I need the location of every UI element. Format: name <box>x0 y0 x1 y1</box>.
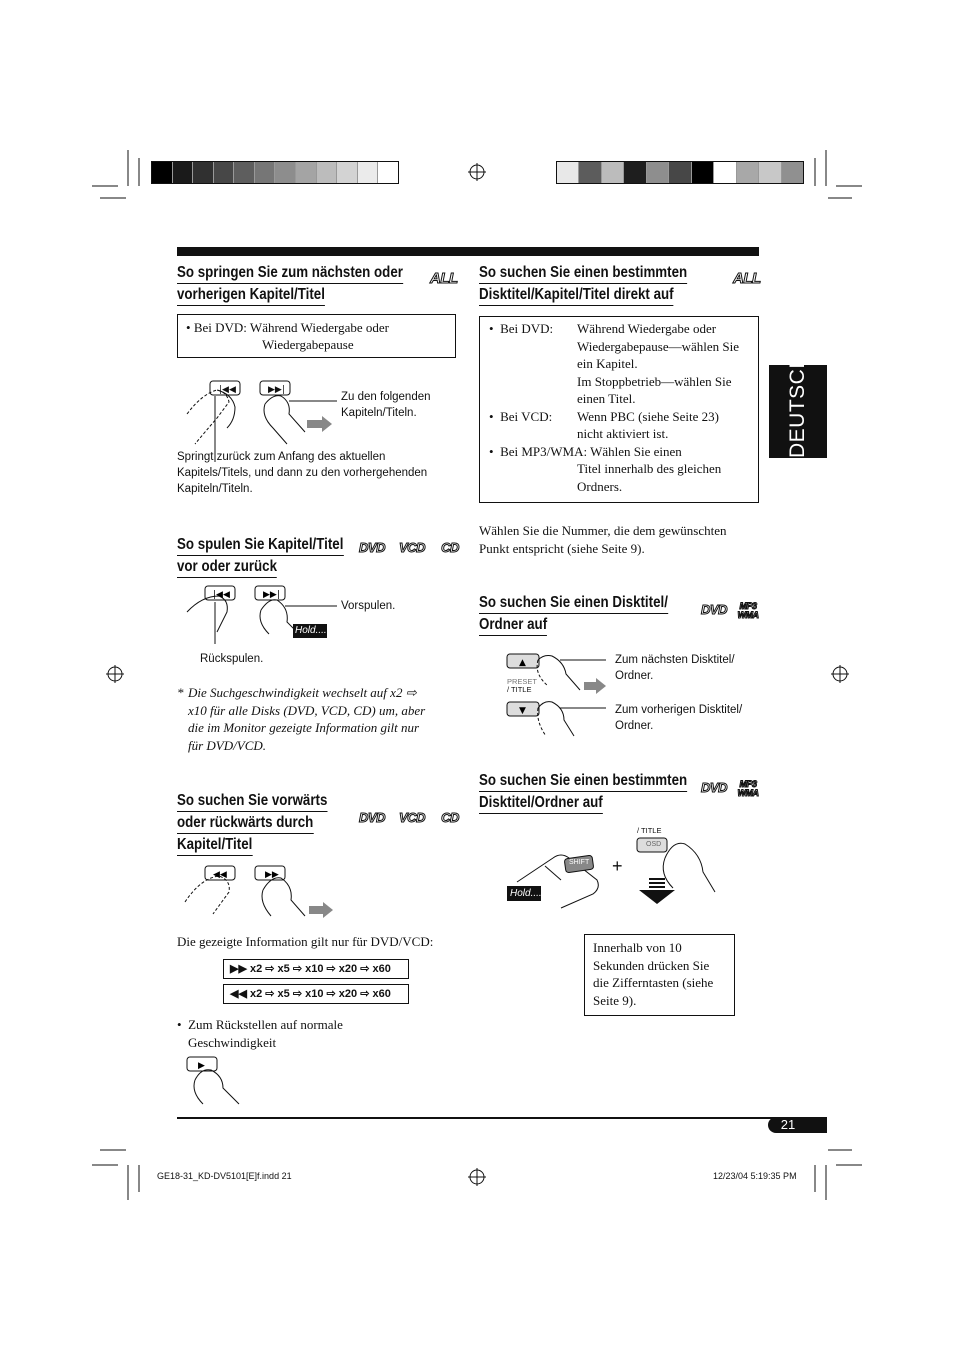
calibration-swatch <box>233 162 254 183</box>
calibration-swatch <box>557 162 578 183</box>
language-tab-label: DEUTSCH <box>786 352 809 458</box>
registration-mark-bottom <box>468 1168 486 1186</box>
condition-box-skip: • Bei DVD: Während Wiedergabe oder Wiedergabepause <box>177 314 456 358</box>
calibration-swatch <box>781 162 803 183</box>
specific-badges <box>701 780 761 798</box>
calibration-swatch <box>713 162 735 183</box>
next-caption: Zu den folgenden Kapiteln/Titeln. <box>341 391 431 419</box>
section-title-direct: So suchen Sie einen bestimmten Disktitel/Kapitel/Titel direkt auf <box>479 262 687 306</box>
preset-label: PRESET <box>507 677 538 686</box>
registration-mark-left <box>106 665 124 683</box>
rewind-icon: ◀◀ <box>213 870 227 880</box>
spool-buttons-illustration <box>177 582 347 652</box>
disc-buttons-illustration <box>500 650 615 746</box>
dvd-badge-icon: DVD <box>701 602 727 617</box>
calibration-swatch <box>578 162 600 183</box>
arrow-right-icon <box>307 416 332 432</box>
calibration-swatch <box>192 162 213 183</box>
registration-mark-top <box>468 163 486 181</box>
vcd-badge-icon: VCD <box>399 540 425 555</box>
speed-forward-row: ▶▶ x2 ⇨ x5 ⇨ x10 ⇨ x20 ⇨ x60 <box>223 959 409 979</box>
prev-caption: Springt zurück zum Anfang des aktuellen Kapitels/Titels, und dann zu den vorhergehenden Kapiteln/Titeln. <box>177 451 428 495</box>
next-icon: ▶▶| <box>263 590 280 600</box>
arrow-down-icon <box>639 890 675 904</box>
calibration-swatch <box>623 162 645 183</box>
page-number: 21 <box>780 1117 796 1132</box>
calibration-swatch <box>254 162 275 183</box>
calibration-swatch <box>172 162 193 183</box>
osd-label: OSD <box>646 841 662 848</box>
calibration-swatch <box>274 162 295 183</box>
section-title-disc: So suchen Sie einen Disktitel/ Ordner auf <box>479 592 668 636</box>
reset-note: • Zum Rückstellen auf normale Geschwindigkeit <box>177 1017 343 1050</box>
cd-badge-icon: CD <box>441 810 459 825</box>
cd-badge-icon: CD <box>441 540 459 555</box>
prev-icon: |◀◀ <box>219 385 236 395</box>
speed-reverse-row: ◀◀ x2 ⇨ x5 ⇨ x10 ⇨ x20 ⇨ x60 <box>223 984 409 1004</box>
calibration-swatch <box>377 162 398 183</box>
dvd-badge-icon: DVD <box>359 810 385 825</box>
specific-note-box: Innerhalb von 10 Sekunden drücken Sie die Zifferntasten (siehe Seite 9). <box>584 934 735 1016</box>
calibration-swatch <box>668 162 690 183</box>
section-title-spool: So spulen Sie Kapitel/Titel vor oder zurück <box>177 534 343 578</box>
calibration-swatch <box>213 162 234 183</box>
badge-all-disc-icon: ALL <box>733 270 761 287</box>
disc-prev-caption: Zum vorherigen Disktitel/ Ordner. <box>615 704 743 732</box>
play-icon: ▶ <box>198 1061 205 1071</box>
disc-next-caption: Zum nächsten Disktitel/ Ordner. <box>615 654 735 682</box>
up-arrow-icon: ▲ <box>519 658 526 668</box>
footer-file: GE18-31_KD-DV5101[E]f.indd 21 <box>157 1171 292 1181</box>
forward-caption: Vorspulen. <box>341 600 396 612</box>
calibration-swatch <box>601 162 623 183</box>
condition-box-direct: • Bei DVD: Während Wiedergabe oder Wiedergabepause—wählen Sie ein Kapitel. Im Stoppbetrieb—wählen Sie einen Titel. • Bei VCD: Wenn PBC (siehe Seite 23) nicht aktiviert ist. • Bei MP3/WMA: Wählen Sie einen Titel innerhalb des gleichen Ordners. <box>479 316 759 503</box>
mp3-wma-badge-icon: MP3 WMA <box>737 601 759 620</box>
bottom-rule <box>177 1117 827 1119</box>
backward-caption: Rückspulen. <box>200 653 264 665</box>
calibration-swatch <box>152 162 172 183</box>
shift-label: SHIFT <box>569 859 590 866</box>
section-title-skip: So springen Sie zum nächsten oder vorherigen Kapitel/Titel <box>177 262 403 306</box>
registration-mark-right <box>831 665 849 683</box>
color-calibration-bar-left <box>151 161 399 184</box>
hold-label-2: Hold.... <box>510 888 542 899</box>
calibration-swatch <box>691 162 713 183</box>
mp3-wma-badge-icon: MP3 WMA <box>737 779 759 798</box>
footer-date: 12/23/04 5:19:35 PM <box>713 1171 797 1181</box>
calibration-swatch <box>758 162 780 183</box>
vcd-badge-icon: VCD <box>399 810 425 825</box>
prev-icon: |◀◀ <box>213 590 230 600</box>
section-title-search: So suchen Sie vorwärts oder rückwärts durch Kapitel/Titel <box>177 790 327 856</box>
direct-after: Wählen Sie die Nummer, die dem gewünschten Punkt entspricht (siehe Seite 9). <box>479 523 727 556</box>
dvd-badge-icon: DVD <box>701 780 727 795</box>
play-button-illustration <box>177 1054 257 1110</box>
arrow-right-icon <box>309 902 333 918</box>
title-button-label: / TITLE <box>507 685 532 694</box>
search-badges <box>358 810 462 825</box>
calibration-swatch <box>357 162 378 183</box>
disc-badges <box>701 602 761 620</box>
fast-forward-icon: ▶▶ <box>265 870 279 880</box>
spool-badges <box>358 540 462 555</box>
top-rule <box>177 247 759 256</box>
section-title-specific: So suchen Sie einen bestimmten Disktitel/Ordner auf <box>479 770 687 814</box>
hold-label: Hold.... <box>295 625 327 636</box>
calibration-swatch <box>295 162 316 183</box>
next-icon: ▶▶| <box>268 385 285 395</box>
calibration-swatch <box>736 162 758 183</box>
calibration-swatch <box>316 162 337 183</box>
search-info: Die gezeigte Information gilt nur für DVD/VCD: <box>177 934 434 949</box>
title-button-label-2: / TITLE <box>637 826 662 835</box>
plus-sign: + <box>612 856 623 876</box>
calibration-swatch <box>336 162 357 183</box>
down-arrow-icon: ▼ <box>519 706 526 716</box>
calibration-swatch <box>646 162 668 183</box>
color-calibration-bar-right <box>556 161 804 184</box>
dvd-badge-icon: DVD <box>359 540 385 555</box>
badge-all-disc-icon: ALL <box>430 270 458 287</box>
speed-note: * Die Suchgeschwindigkeit wechselt auf x2 ⇨ x10 für alle Disks (DVD, VCD, CD) um, aber die im Monitor gezeigte Information gilt nur für DVD/VCD. <box>177 685 426 753</box>
search-buttons-illustration <box>177 862 337 922</box>
arrow-right-icon <box>584 678 606 694</box>
